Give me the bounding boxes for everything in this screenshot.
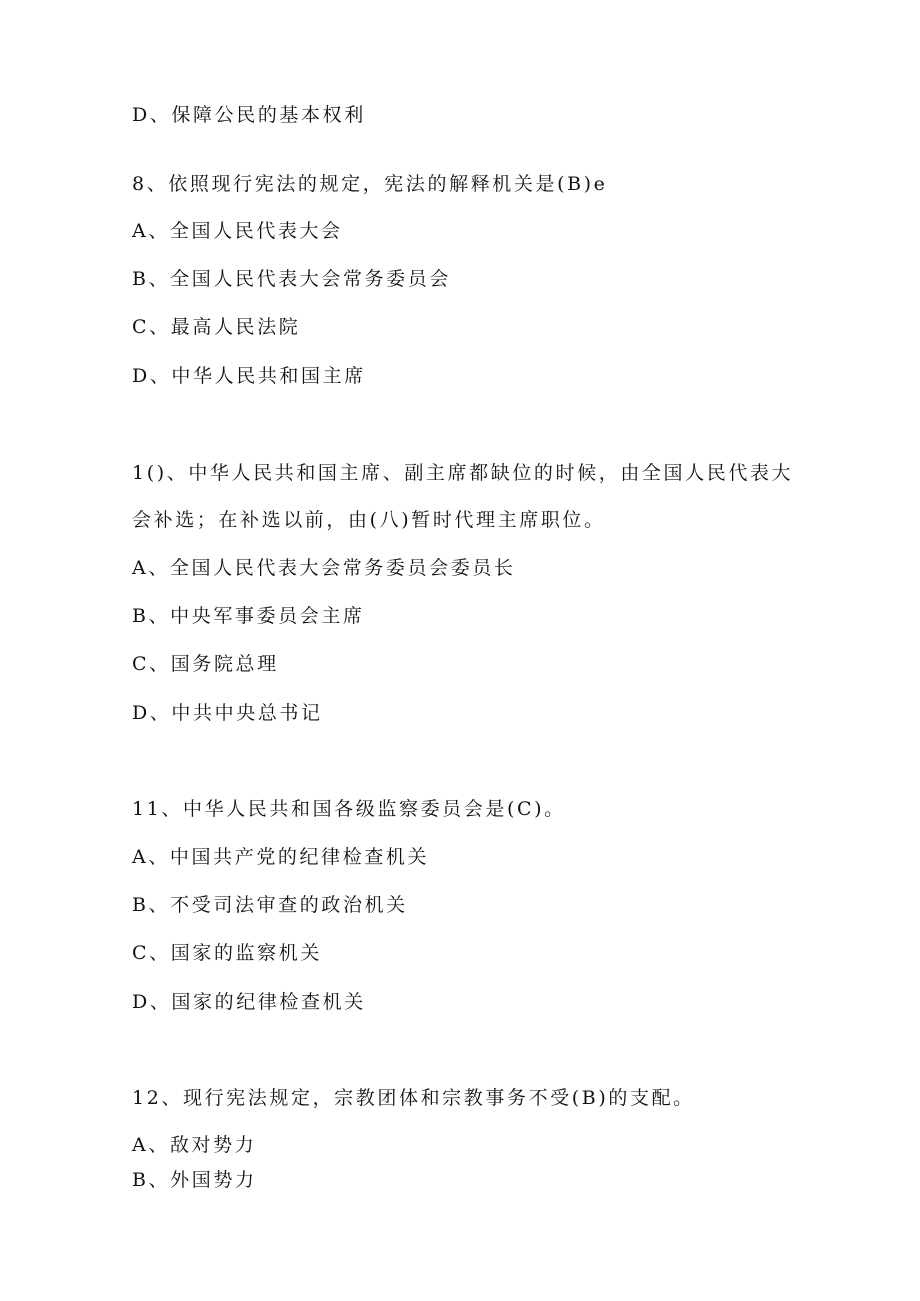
option-b-q10: B、中央军事委员会主席 (132, 605, 365, 627)
question-10-line-2: 会补选；在补选以前，由(八)暂时代理主席职位。 (132, 509, 606, 531)
option-d-q10: D、中共中央总书记 (132, 702, 323, 724)
option-d-q7: D、保障公民的基本权利 (132, 104, 366, 126)
option-b-q8: B、全国人民代表大会常务委员会 (132, 268, 451, 290)
question-12: 12、现行宪法规定，宗教团体和宗教事务不受(B)的支配。 (132, 1087, 695, 1109)
option-b-q11: B、不受司法审查的政治机关 (132, 894, 408, 916)
option-a-q8: A、全国人民代表大会 (132, 220, 343, 242)
option-c-q11: C、国家的监察机关 (132, 942, 322, 964)
option-a-q12: A、敌对势力 (132, 1134, 257, 1156)
option-a-q10: A、全国人民代表大会常务委员会委员长 (132, 557, 516, 579)
option-a-q11: A、中国共产党的纪律检查机关 (132, 846, 430, 868)
question-8: 8、依照现行宪法的规定，宪法的解释机关是(B)e (132, 173, 608, 195)
option-d-q11: D、国家的纪律检查机关 (132, 991, 366, 1013)
option-d-q8: D、中华人民共和国主席 (132, 365, 366, 387)
option-b-q12: B、外国势力 (132, 1169, 257, 1191)
option-c-q10: C、国务院总理 (132, 653, 279, 675)
question-11: 11、中华人民共和国各级监察委员会是(C)。 (132, 798, 566, 820)
question-10-line-1: 1()、中华人民共和国主席、副主席都缺位的时候，由全国人民代表大 (132, 462, 794, 484)
option-c-q8: C、最高人民法院 (132, 316, 301, 338)
